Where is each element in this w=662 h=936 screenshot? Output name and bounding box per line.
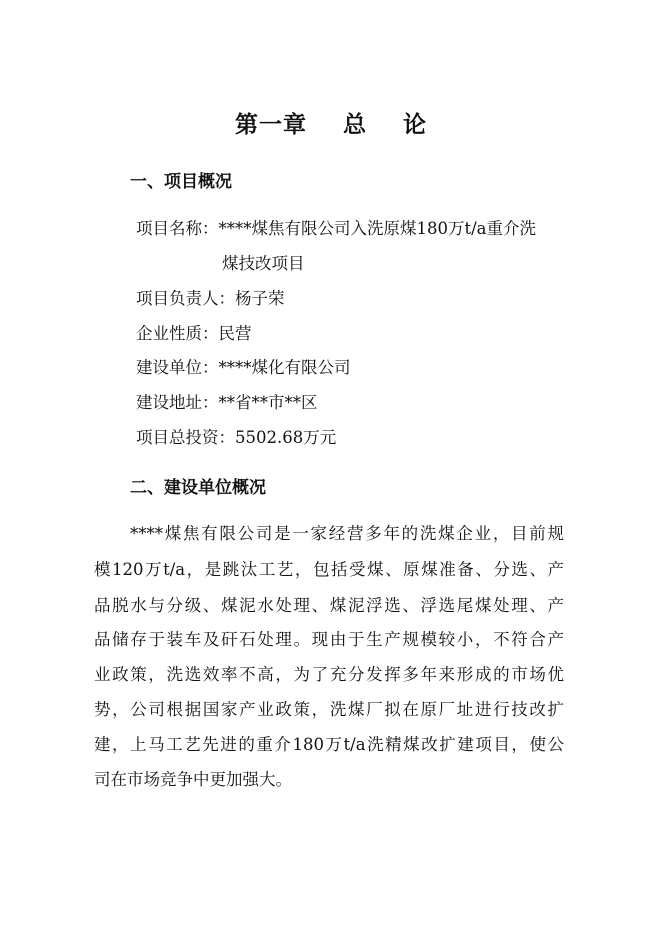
info-value: 杨子荣 — [235, 289, 285, 308]
info-label: 企业性质： — [136, 324, 219, 343]
info-value: 5502.68万元 — [235, 428, 337, 447]
chapter-title — [0, 106, 662, 139]
section-heading-company-overview: 二、建设单位概况 — [130, 478, 266, 498]
chapter-title-word-1: 总 — [343, 111, 367, 138]
paragraph-line: 品脱水与分级、煤泥水处理、煤泥浮选、浮选尾煤处理、产 — [94, 596, 564, 615]
info-value: **省**市**区 — [218, 393, 318, 412]
paragraph-line: 业政策，洗选效率不高，为了充分发挥多年来形成的市场优 — [94, 665, 564, 684]
paragraph-line: 司在市场竞争中更加强大。 — [94, 770, 292, 789]
info-row-project-leader — [136, 285, 285, 309]
info-row-project-name — [136, 215, 536, 239]
paragraph-line: 建，上马工艺先进的重介180万t/a洗精煤改扩建项目，使公 — [94, 735, 564, 754]
info-label: 项目负责人： — [136, 289, 235, 308]
section-heading-project-overview: 一、项目概况 — [130, 172, 232, 192]
info-value: 民营 — [218, 324, 252, 343]
paragraph-line: 品储存于装车及矸石处理。现由于生产规模较小，不符合产 — [94, 630, 564, 649]
info-value: ****煤焦有限公司入洗原煤180万t/a重介洗 — [218, 219, 537, 238]
info-label: 项目名称： — [136, 219, 219, 238]
info-label: 建设单位： — [136, 358, 219, 377]
info-label: 项目总投资： — [136, 428, 235, 447]
info-row-construction-address — [136, 389, 318, 413]
info-label: 建设地址： — [136, 393, 219, 412]
paragraph-line: ****煤焦有限公司是一家经营多年的洗煤企业，目前规 — [130, 524, 564, 543]
info-row-enterprise-type — [136, 320, 252, 344]
info-row-construction-unit — [136, 354, 351, 378]
info-row-project-name-continued: 煤技改项目 — [222, 254, 305, 273]
chapter-title-word-2: 论 — [403, 111, 428, 138]
paragraph-line: 势，公司根据国家产业政策，洗煤厂拟在原厂址进行技改扩 — [94, 700, 564, 719]
info-row-total-investment — [136, 424, 336, 448]
paragraph-line: 模120万t/a，是跳汰工艺，包括受煤、原煤准备、分选、产 — [94, 560, 564, 579]
chapter-number: 第一章 — [234, 111, 307, 138]
info-value: ****煤化有限公司 — [218, 358, 351, 377]
